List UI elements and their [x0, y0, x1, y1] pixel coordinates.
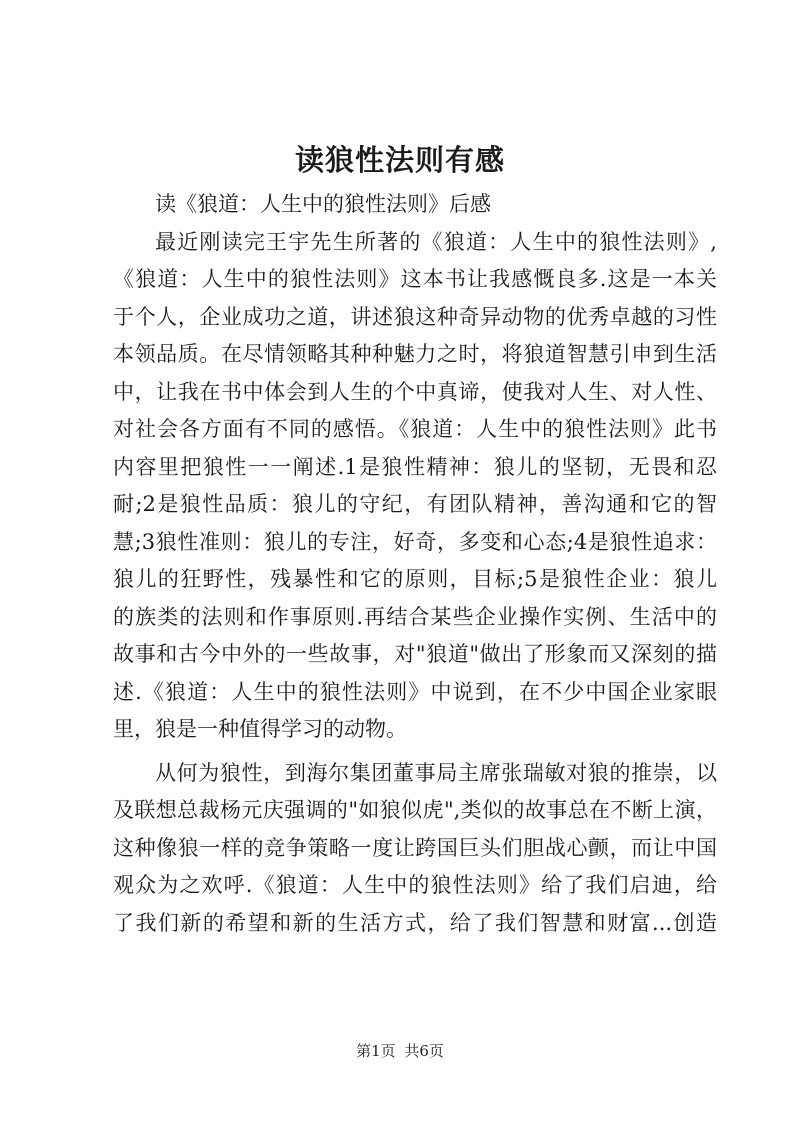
document-body: [113, 186, 717, 942]
paragraph-line: 观众为之欢呼.《狼道：人生中的狼性法则》给了我们启迪，给: [113, 873, 717, 897]
paragraph-line: 故事和古今中外的一些故事，对"狼道"做出了形象而又深刻的描: [113, 642, 717, 666]
paragraph-line: 耐;2是狼性品质：狼儿的守纪，有团队精神，善沟通和它的智: [113, 492, 717, 516]
paragraph-line: 内容里把狼性一一阐述.1是狼性精神：狼儿的坚韧，无畏和忍: [113, 454, 717, 479]
paragraph-line: 从何为狼性，到海尔集团董事局主席张瑞敏对狼的推崇，以: [155, 760, 717, 785]
paragraph-line: 狼儿的狂野性，残暴性和它的原则，目标;5是狼性企业：狼儿: [113, 567, 717, 591]
page-footer: [0, 1041, 800, 1061]
paragraph-line: 及联想总裁杨元庆强调的"如狼似虎",类似的故事总在不断上演，: [113, 798, 717, 822]
paragraph-line: 的族类的法则和作事原则.再结合某些企业操作实例、生活中的: [113, 604, 717, 629]
subtitle-line: 读《狼道：人生中的狼性法则》后感: [155, 192, 491, 216]
paragraph-line: 中，让我在书中体会到人生的个中真谛，使我对人生、对人性、: [113, 379, 717, 404]
paragraph-line: 里，狼是一种值得学习的动物。: [113, 717, 407, 741]
paragraph-line: 这种像狼一样的竞争策略一度让跨国巨头们胆战心颤，而让中国: [113, 835, 717, 860]
page-number: 第1页: [356, 1042, 396, 1060]
document-title: 读狼性法则有感: [294, 143, 505, 177]
paragraph-line: 最近刚读完王宇先生所著的《狼道：人生中的狼性法则》,: [155, 229, 717, 254]
paragraph-2: [113, 755, 717, 943]
paragraph-line: 《狼道：人生中的狼性法则》这本书让我感慨良多.这是一本关: [113, 267, 717, 291]
paragraph-line: 于个人，企业成功之道，讲述狼这种奇异动物的优秀卓越的习性: [113, 304, 717, 329]
paragraph-line: 了我们新的希望和新的生活方式，给了我们智慧和财富...创造: [113, 910, 717, 935]
paragraph-line: 慧;3狼性准则：狼儿的专注，好奇，多变和心态;4是狼性追求：: [113, 529, 717, 554]
paragraph-line: 本领品质。在尽情领略其种种魅力之时，将狼道智慧引申到生活: [113, 342, 717, 366]
paragraph-line: 述.《狼道：人生中的狼性法则》中说到，在不少中国企业家眼: [113, 679, 717, 704]
page-total: 共6页: [404, 1042, 444, 1060]
paragraph-1: [113, 224, 717, 749]
paragraph-line: 对社会各方面有不同的感悟。《狼道：人生中的狼性法则》此书: [113, 417, 717, 441]
